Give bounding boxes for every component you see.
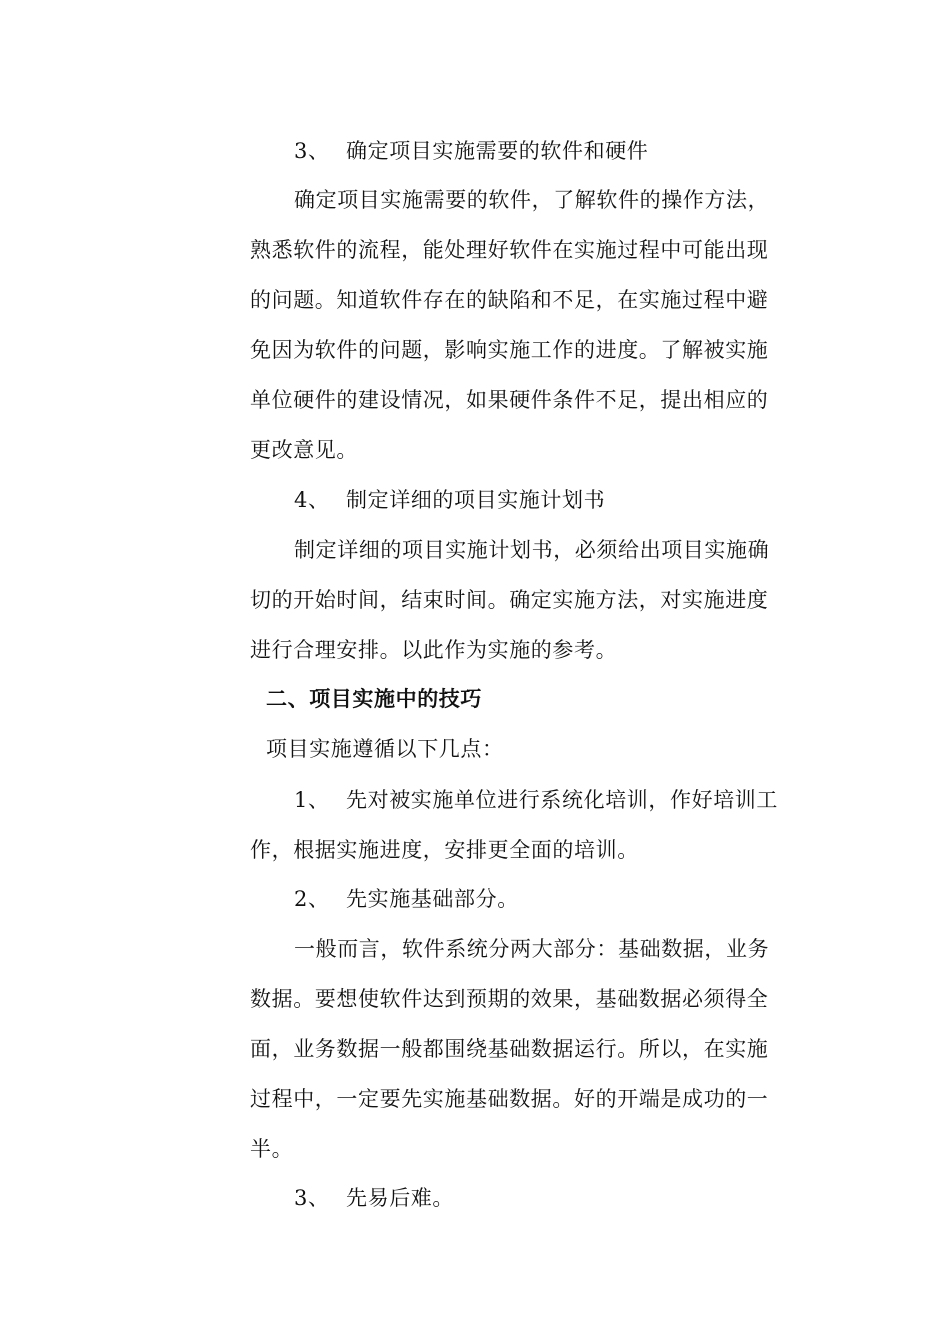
- paragraph-line: 的问题。知道软件存在的缺陷和不足，在实施过程中避: [250, 288, 769, 312]
- paragraph-line: 更改意见。: [250, 438, 358, 462]
- list-number: 4、: [294, 488, 330, 512]
- paragraph-line: 一般而言，软件系统分两大部分：基础数据，业务: [294, 937, 770, 961]
- paragraph-line: 数据。要想使软件达到预期的效果，基础数据必须得全: [250, 987, 769, 1011]
- list-item-text: 先易后难。: [346, 1186, 454, 1210]
- list-item-title: 确定项目实施需要的软件和硬件: [346, 139, 649, 163]
- list-number: 3、: [294, 1186, 330, 1210]
- list-item-4: [294, 486, 605, 514]
- paragraph-line: 单位硬件的建设情况，如果硬件条件不足，提出相应的: [250, 388, 769, 412]
- paragraph-line: 半。: [250, 1137, 294, 1161]
- paragraph-line: 作，根据实施进度，安排更全面的培训。: [250, 838, 639, 862]
- paragraph-line: 确定项目实施需要的软件，了解软件的操作方法，: [294, 188, 770, 212]
- list-item-text: 先实施基础部分。: [346, 887, 519, 911]
- tip-item-2: [294, 885, 519, 913]
- list-number: 3、: [294, 139, 330, 163]
- section-heading: 二、项目实施中的技巧: [266, 686, 482, 711]
- paragraph-line: 进行合理安排。以此作为实施的参考。: [250, 638, 618, 662]
- list-item-text: 先对被实施单位进行系统化培训，作好培训工: [346, 788, 778, 812]
- paragraph-line: 面，业务数据一般都围绕基础数据运行。所以，在实施: [250, 1037, 769, 1061]
- paragraph-line: 制定详细的项目实施计划书，必须给出项目实施确: [294, 538, 770, 562]
- list-number: 1、: [294, 788, 330, 812]
- paragraph-line: 免因为软件的问题，影响实施工作的进度。了解被实施: [250, 338, 769, 362]
- intro-line: 项目实施遵循以下几点：: [266, 737, 504, 761]
- list-number: 2、: [294, 887, 330, 911]
- tip-item-1: [294, 786, 778, 814]
- paragraph-line: 过程中，一定要先实施基础数据。好的开端是成功的一: [250, 1087, 769, 1111]
- paragraph-line: 熟悉软件的流程，能处理好软件在实施过程中可能出现: [250, 238, 769, 262]
- list-item-3: [294, 137, 648, 165]
- list-item-title: 制定详细的项目实施计划书: [346, 488, 606, 512]
- paragraph-line: 切的开始时间，结束时间。确定实施方法，对实施进度: [250, 588, 769, 612]
- tip-item-3: [294, 1184, 454, 1212]
